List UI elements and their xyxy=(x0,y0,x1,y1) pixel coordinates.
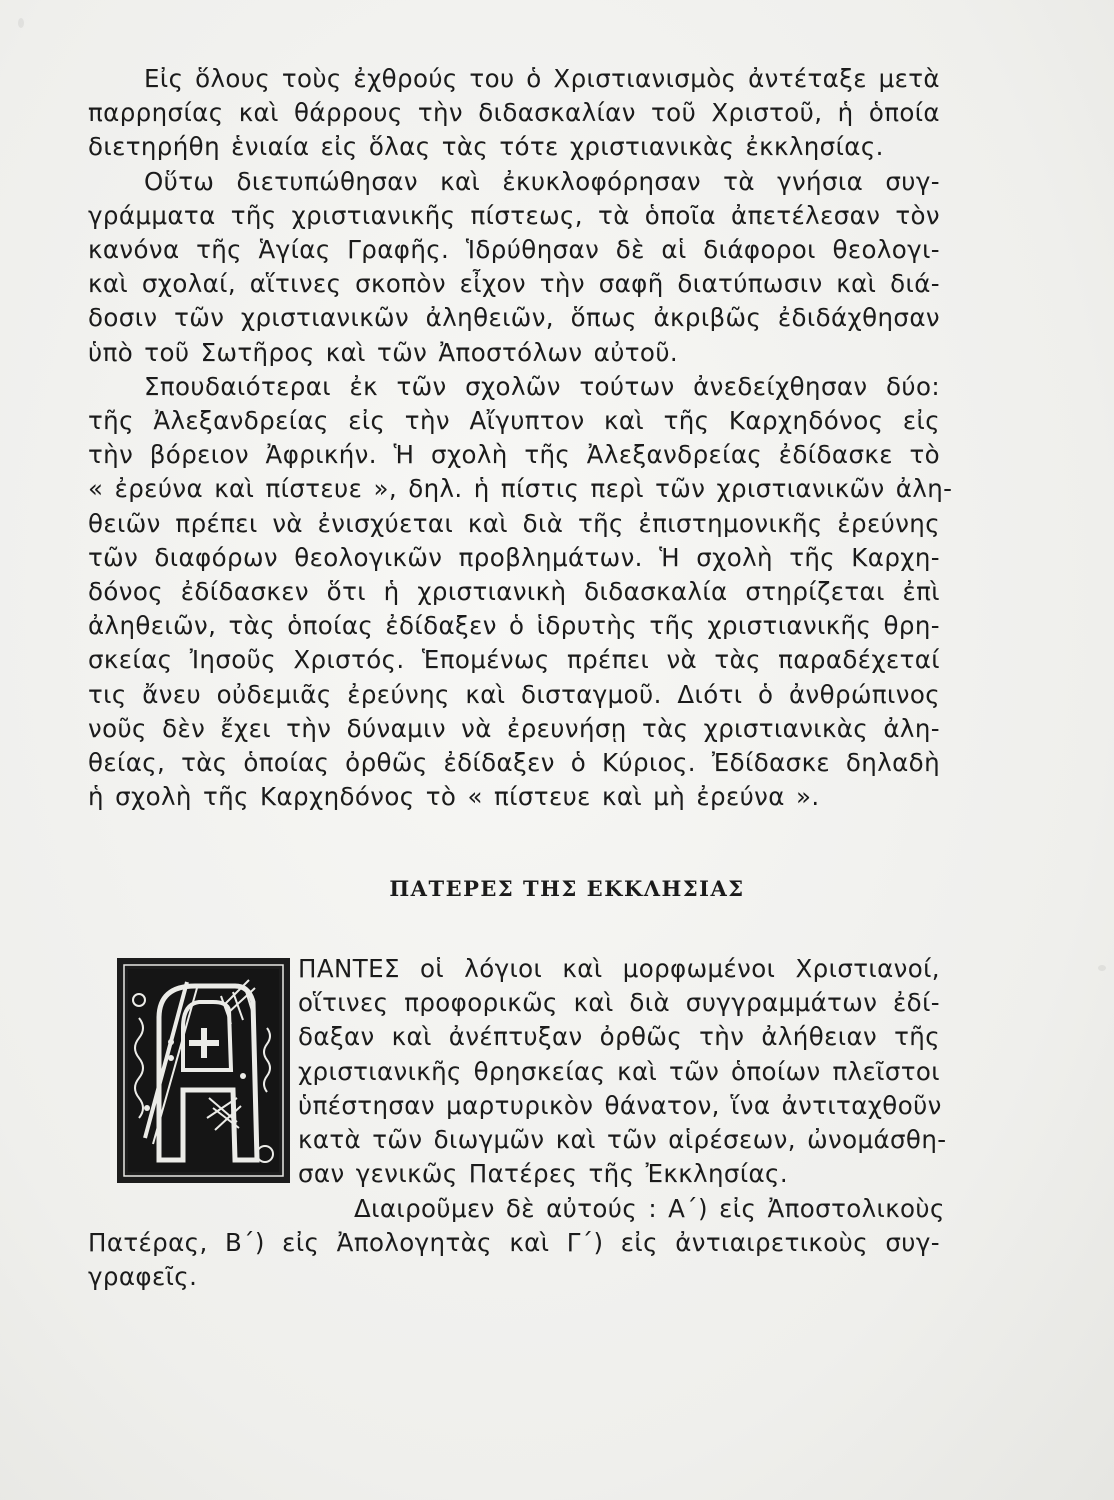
text-line: σκείας Ἰησοῦς Χριστός. Ἑπομένως πρέπει νὰ τὰς παραδέχεταί xyxy=(88,645,940,675)
section-heading: ΠΑΤΕΡΕΣ ΤΗΣ ΕΚΚΛΗΣΙΑΣ xyxy=(389,876,745,901)
text-line: δόνος ἐδίδασκεν ὅτι ἡ χριστιανικὴ διδασκαλία στηρίζεται ἐπὶ xyxy=(88,577,940,607)
text-line: χριστιανικῆς θρησκείας καὶ τῶν ὁποίων πλεῖστοι xyxy=(298,1056,940,1086)
text-line: ἡ σχολὴ τῆς Καρχηδόνος τὸ « πίστευε καὶ μὴ ἐρεύνα ». xyxy=(88,782,820,812)
text-line: « ἐρεύνα καὶ πίστευε », δηλ. ἡ πίστις περὶ τῶν χριστιανικῶν ἀλη- xyxy=(88,474,953,504)
text-line: γράμματα τῆς χριστιανικῆς πίστεως, τὰ ὁποῖα ἀπετέλεσαν τὸν xyxy=(88,200,940,230)
text-line: Οὕτω διετυπώθησαν καὶ ἐκυκλοφόρησαν τὰ γνήσια συγ- xyxy=(144,166,940,196)
text-line: καὶ σχολαί, αἵτινες σκοπὸν εἶχον τὴν σαφῆ διατύπωσιν καὶ διά- xyxy=(88,269,940,299)
text-line: Σπουδαιότεραι ἐκ τῶν σχολῶν τούτων ἀνεδείχθησαν δύο: xyxy=(144,371,940,401)
main-text-block xyxy=(88,62,953,814)
text-line: παρρησίας καὶ θάρρους τὴν διδασκαλίαν τοῦ Χριστοῦ, ἡ ὁποία xyxy=(88,98,940,128)
paragraph-2 xyxy=(88,165,940,370)
text-line: σαν γενικῶς Πατέρες τῆς Ἐκκλησίας. xyxy=(298,1159,789,1189)
text-line: τῶν διαφόρων θεολογικῶν προβλημάτων. Ἡ σχολὴ τῆς Καρχη- xyxy=(88,542,940,572)
text-line: τῆς Ἀλεξανδρείας εἰς τὴν Αἴγυπτον καὶ τῆς Καρχηδόνος εἰς xyxy=(88,406,940,436)
text-line: Πατέρας, Β΄) εἰς Ἀπολογητὰς καὶ Γ΄) εἰς ἀντιαιρετικοὺς συγ- xyxy=(88,1228,940,1258)
text-line: κανόνα τῆς Ἁγίας Γραφῆς. Ἱδρύθησαν δὲ αἱ διάφοροι θεολογι- xyxy=(88,235,940,265)
text-line: ὑπέστησαν μαρτυρικὸν θάνατον, ἵνα ἀντιταχθοῦν xyxy=(298,1090,942,1120)
text-line: νοῦς δὲν ἔχει τὴν δύναμιν νὰ ἐρευνήσῃ τὰς χριστιανικὰς ἀλη- xyxy=(88,713,940,743)
text-line: διετηρήθη ἑνιαία εἰς ὅλας τὰς τότε χριστιανικὰς ἐκκλησίας. xyxy=(88,132,884,162)
text-line: κατὰ τῶν διωγμῶν καὶ τῶν αἱρέσεων, ὠνομάσθη- xyxy=(298,1125,947,1155)
text-line: Εἰς ὅλους τοὺς ἐχθρούς του ὁ Χριστιανισμὸς ἀντέταξε μετὰ xyxy=(144,64,940,93)
page-speck xyxy=(1098,965,1106,971)
text-line: τὴν βόρειον Ἀφρικήν. Ἡ σχολὴ τῆς Ἀλεξανδρείας ἐδίδασκε τὸ xyxy=(88,440,940,470)
paragraph-4 xyxy=(298,952,947,1191)
text-line: γραφεῖς. xyxy=(88,1262,198,1292)
text-line: δαξαν καὶ ἀνέπτυξαν ὀρθῶς τὴν ἀλήθειαν τῆς xyxy=(298,1022,940,1052)
text-line: ἀληθειῶν, τὰς ὁποίας ἐδίδαξεν ὁ ἱδρυτὴς τῆς χριστιανικῆς θρη- xyxy=(88,611,940,641)
page-speck xyxy=(18,18,24,28)
text-line: θειῶν πρέπει νὰ ἐνισχύεται καὶ διὰ τῆς ἐπιστημονικῆς ἐρεύνης xyxy=(88,508,940,538)
decorated-initial-a-icon xyxy=(117,958,290,1183)
text-line: δοσιν τῶν χριστιανικῶν ἀληθειῶν, ὅπως ἀκριβῶς ἐδιδάχθησαν xyxy=(88,303,940,333)
text-line: Διαιροῦμεν δὲ αὐτούς : Α΄) εἰς Ἀποστολικοὺς xyxy=(354,1194,945,1223)
text-line: ΠΑΝΤΕΣ οἱ λόγιοι καὶ μορφωμένοι Χριστιανοί, xyxy=(298,954,940,983)
text-line: τις ἄνευ οὐδεμιᾶς ἐρεύνης καὶ δισταγμοῦ. Διότι ὁ ἀνθρώπινος xyxy=(88,679,940,709)
paragraph-3 xyxy=(88,370,953,815)
initial-paragraph-block xyxy=(298,952,947,1191)
paragraph-1 xyxy=(88,62,940,165)
text-line: οἵτινες προφορικῶς καὶ διὰ συγγραμμάτων ἐδί- xyxy=(298,988,940,1018)
closing-paragraph-block xyxy=(88,1192,945,1295)
text-line: ὑπὸ τοῦ Σωτῆρος καὶ τῶν Ἀποστόλων αὐτοῦ. xyxy=(88,337,679,367)
text-line: θείας, τὰς ὁποίας ὀρθῶς ἐδίδαξεν ὁ Κύριος. Ἐδίδασκε δηλαδὴ xyxy=(88,748,940,778)
paragraph-5 xyxy=(88,1192,945,1295)
